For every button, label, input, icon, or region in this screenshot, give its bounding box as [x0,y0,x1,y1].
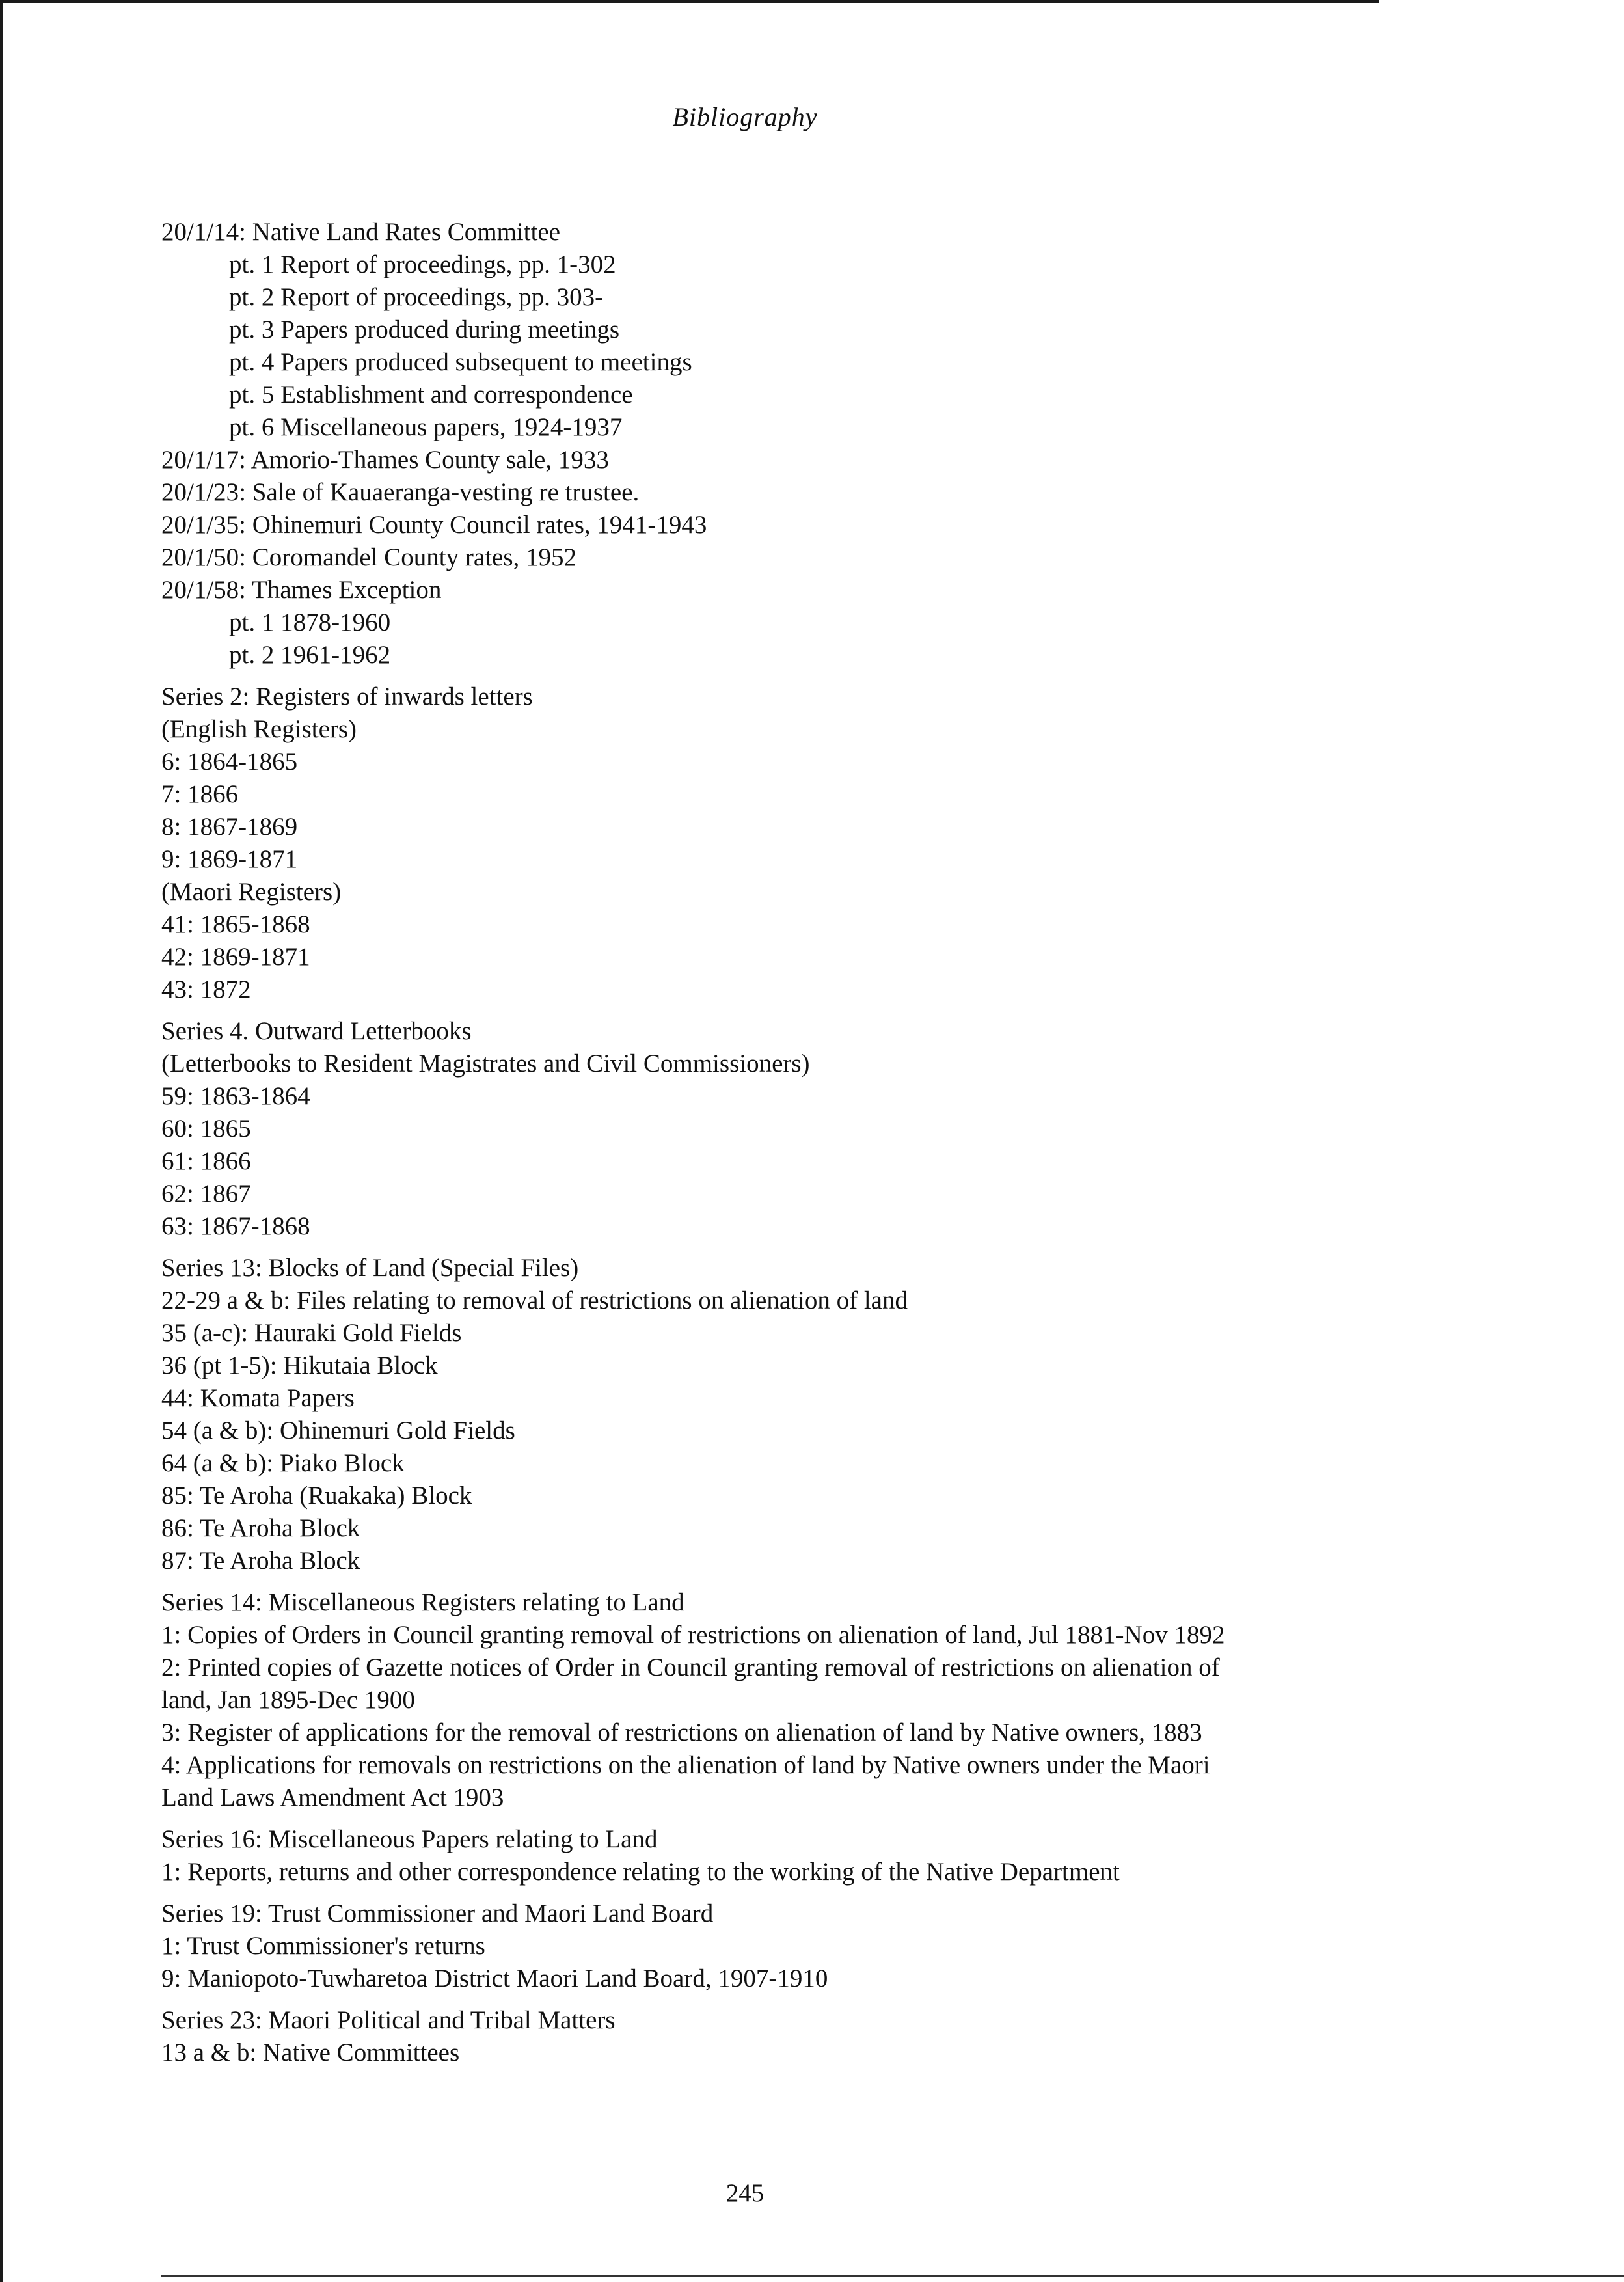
entry-line: 9: Maniopoto-Tuwharetoa District Maori Land Board, 1907-1910 [161,1964,828,1992]
entry-line: 35 (a-c): Hauraki Gold Fields [161,1319,462,1347]
entry-line: (Maori Registers) [161,878,342,906]
entry-group [161,681,1320,1006]
entry-line: 43: 1872 [161,975,251,1003]
entry-group [161,1015,1320,1243]
entry-group [161,216,1320,672]
entry-line: 20/1/14: Native Land Rates Committee [161,218,561,246]
entry-line: Series 16: Miscellaneous Papers relating to Land [161,1825,658,1853]
entry-line: 20/1/35: Ohinemuri County Council rates, 1941-1943 [161,511,707,539]
entry-group [161,1252,1320,1577]
entry-line: 9: 1869-1871 [161,845,298,873]
bibliography-list [161,216,1320,2069]
scan-border-top [0,0,1379,3]
running-head: Bibliography [672,102,818,131]
entry-line: 8: 1867-1869 [161,813,298,841]
entry-line: Land Laws Amendment Act 1903 [161,1784,504,1812]
entry-line: 7: 1866 [161,780,239,808]
entry-group [161,1586,1320,1814]
entry-line: 54 (a & b): Ohinemuri Gold Fields [161,1417,515,1445]
entry-line: 20/1/50: Coromandel County rates, 1952 [161,543,577,571]
entry-line: 36 (pt 1-5): Hikutaia Block [161,1352,438,1379]
entry-line: 6: 1864-1865 [161,748,298,776]
entry-line: Series 14: Miscellaneous Registers relating to Land [161,1588,684,1616]
entry-group [161,1823,1320,1888]
entry-line: 13 a & b: Native Committees [161,2039,460,2067]
entry-line: (Letterbooks to Resident Magistrates and Civil Commissioners) [161,1050,810,1078]
sub-entry-line: pt. 6 Miscellaneous papers, 1924-1937 [229,413,623,441]
entry-line: 63: 1867-1868 [161,1212,310,1240]
entry-line: 4: Applications for removals on restrictions on the alienation of land by Native owners under the Maori [161,1751,1210,1779]
entry-line: land, Jan 1895-Dec 1900 [161,1686,415,1714]
entry-line: 61: 1866 [161,1147,251,1175]
entry-line: 59: 1863-1864 [161,1082,310,1110]
entry-line: Series 13: Blocks of Land (Special Files) [161,1254,579,1282]
entry-line: 2: Printed copies of Gazette notices of Order in Council granting removal of restrictions on alienation of [161,1653,1220,1681]
entry-line: 1: Trust Commissioner's returns [161,1932,485,1960]
entry-line: 85: Te Aroha (Ruakaka) Block [161,1482,472,1510]
entry-line: 20/1/17: Amorio-Thames County sale, 1933 [161,446,609,474]
entry-line: 44: Komata Papers [161,1384,355,1412]
sub-entry-line: pt. 1 1878-1960 [229,608,391,636]
entry-line: 1: Reports, returns and other correspondence relating to the working of the Native Department [161,1858,1120,1886]
entry-line: 1: Copies of Orders in Council granting removal of restrictions on alienation of land, Jul 1881-Nov 1892 [161,1621,1225,1649]
entry-line: 87: Te Aroha Block [161,1547,360,1575]
sub-entry-line: pt. 3 Papers produced during meetings [229,316,620,344]
entry-group [161,1897,1320,1995]
sub-entry-line: pt. 5 Establishment and correspondence [229,381,633,409]
entry-line: Series 4. Outward Letterbooks [161,1017,472,1045]
entry-line: 60: 1865 [161,1115,251,1143]
entry-line: Series 2: Registers of inwards letters [161,683,533,711]
entry-line: Series 23: Maori Political and Tribal Matters [161,2006,616,2034]
entry-line: 62: 1867 [161,1180,251,1208]
entry-line: 86: Te Aroha Block [161,1514,360,1542]
scan-border-left [0,0,3,2282]
entry-line: 42: 1869-1871 [161,943,310,971]
sub-entry-line: pt. 4 Papers produced subsequent to meetings [229,348,692,376]
page-number: 245 [725,2179,765,2207]
entry-line: 20/1/58: Thames Exception [161,576,442,604]
entry-line: 3: Register of applications for the removal of restrictions on alienation of land by Native owners, 1883 [161,1718,1202,1746]
entry-line: 64 (a & b): Piako Block [161,1449,405,1477]
entry-group [161,2004,1320,2069]
entry-line: 22-29 a & b: Files relating to removal of restrictions on alienation of land [161,1286,908,1314]
scan-border-bottom [161,2275,1624,2277]
sub-entry-line: pt. 2 Report of proceedings, pp. 303- [229,283,604,311]
entry-line: Series 19: Trust Commissioner and Maori Land Board [161,1899,714,1927]
sub-entry-line: pt. 2 1961-1962 [229,641,391,669]
entry-line: 41: 1865-1868 [161,910,310,938]
entry-line: (English Registers) [161,715,357,743]
sub-entry-line: pt. 1 Report of proceedings, pp. 1-302 [229,251,616,278]
entry-line: 20/1/23: Sale of Kauaeranga-vesting re trustee. [161,478,640,506]
